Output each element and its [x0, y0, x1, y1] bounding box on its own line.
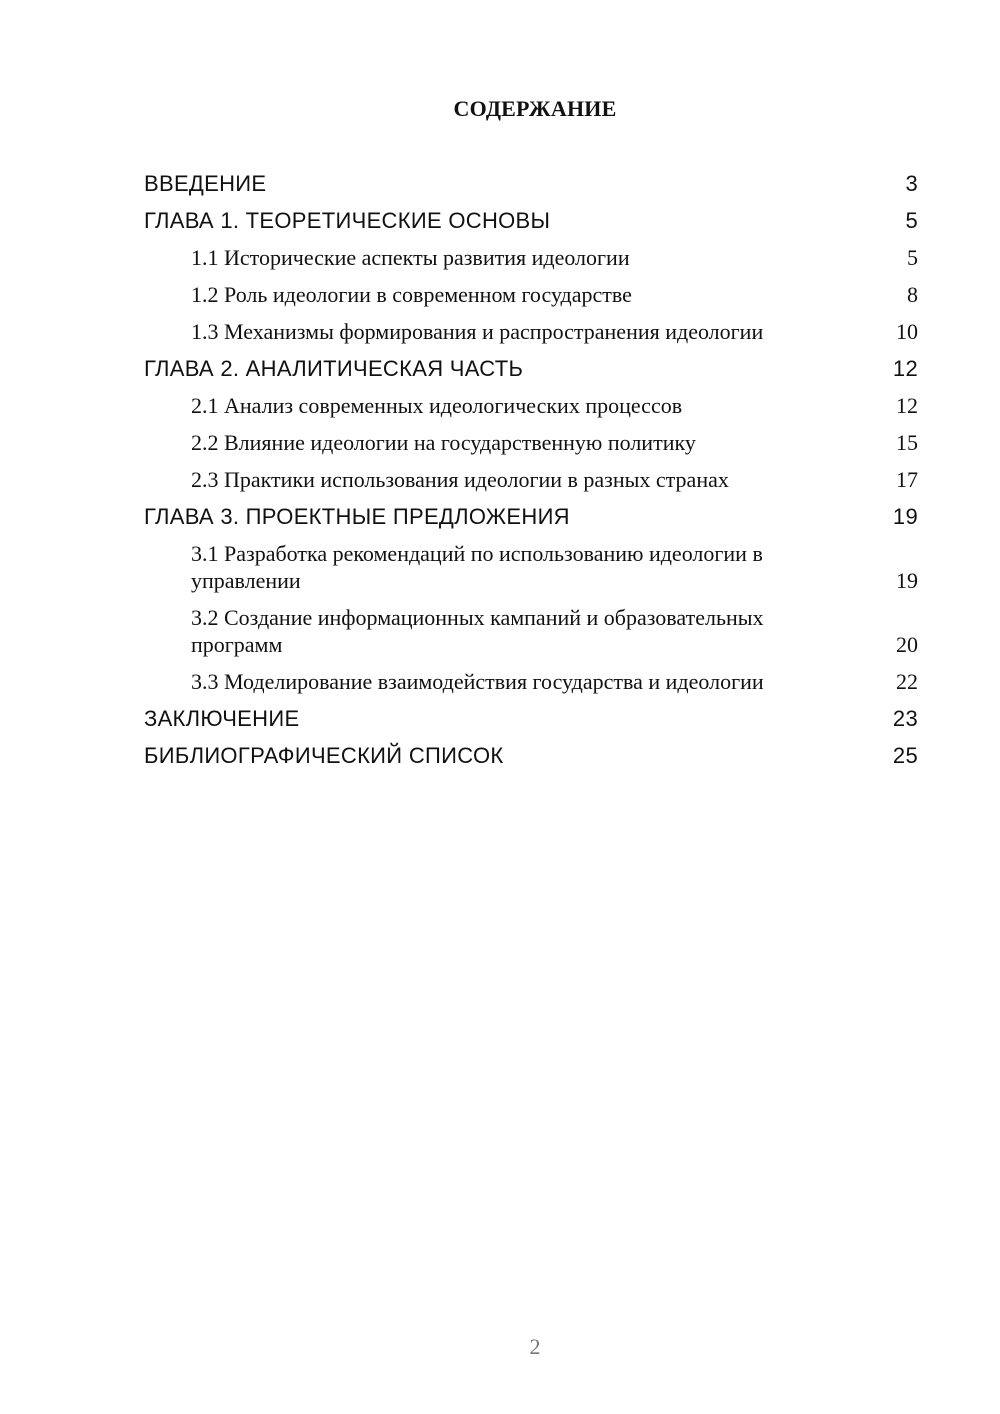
toc-entry-page: 15 [896, 430, 918, 455]
toc-entry-label: 3.2 Создание информационных кампаний и образовательных программ [191, 605, 764, 657]
toc-entry-label: ГЛАВА 3. ПРОЕКТНЫЕ ПРЕДЛОЖЕНИЯ [144, 504, 570, 529]
toc-entry-page: 8 [907, 282, 918, 307]
toc-entry-page: 3 [905, 171, 918, 196]
toc-entry-page: 19 [892, 504, 918, 529]
toc-entry-page: 5 [905, 208, 918, 233]
toc-entry [144, 244, 918, 271]
toc-entry-page: 10 [896, 319, 918, 344]
toc-entry-label: 2.1 Анализ современных идеологических процессов [191, 393, 683, 418]
toc-entry-label: ВВЕДЕНИЕ [144, 171, 267, 196]
toc-entry-label: БИБЛИОГРАФИЧЕСКИЙ СПИСОК [144, 743, 504, 768]
toc-entry-page: 23 [892, 706, 918, 731]
toc-entry-label: 3.3 Моделирование взаимодействия государства и идеологии [191, 669, 764, 694]
toc-entry-page: 12 [896, 393, 918, 418]
toc-entry-page: 12 [892, 356, 918, 381]
toc-entry [144, 705, 918, 732]
toc-entry [144, 503, 918, 530]
toc-entry [144, 668, 918, 695]
page-number: 2 [529, 1334, 541, 1359]
toc-entry-label: 2.3 Практики использования идеологии в разных странах [191, 467, 729, 492]
toc-entry-label: ГЛАВА 1. ТЕОРЕТИЧЕСКИЕ ОСНОВЫ [144, 208, 551, 233]
table-of-contents [144, 170, 918, 779]
toc-entry [144, 742, 918, 769]
toc-entry-page: 20 [896, 632, 918, 657]
toc-entry-page: 25 [892, 743, 918, 768]
toc-entry-page: 17 [896, 467, 918, 492]
toc-entry [144, 207, 918, 234]
toc-entry-label: ЗАКЛЮЧЕНИЕ [144, 706, 300, 731]
toc-entry-label: ГЛАВА 2. АНАЛИТИЧЕСКАЯ ЧАСТЬ [144, 356, 524, 381]
toc-entry [144, 281, 918, 308]
toc-entry-label: 1.2 Роль идеологии в современном государстве [191, 282, 632, 307]
toc-entry [144, 170, 918, 197]
toc-entry [144, 466, 918, 493]
toc-entry [144, 392, 918, 419]
toc-entry [144, 355, 918, 382]
toc-entry [144, 604, 918, 658]
toc-entry-page: 22 [896, 669, 918, 694]
toc-entry-page: 5 [907, 245, 918, 270]
toc-entry [144, 429, 918, 456]
toc-entry-label: 1.3 Механизмы формирования и распространения идеологии [191, 319, 764, 344]
toc-entry-label: 1.1 Исторические аспекты развития идеологии [191, 245, 630, 270]
toc-entry-label: 3.1 Разработка рекомендаций по использованию идеологии в управлении [191, 541, 763, 593]
toc-entry-page: 19 [896, 568, 918, 593]
toc-entry-label: 2.2 Влияние идеологии на государственную политику [191, 430, 696, 455]
toc-entry [144, 540, 918, 594]
page-title: СОДЕРЖАНИЕ [453, 96, 617, 121]
toc-entry [144, 318, 918, 345]
